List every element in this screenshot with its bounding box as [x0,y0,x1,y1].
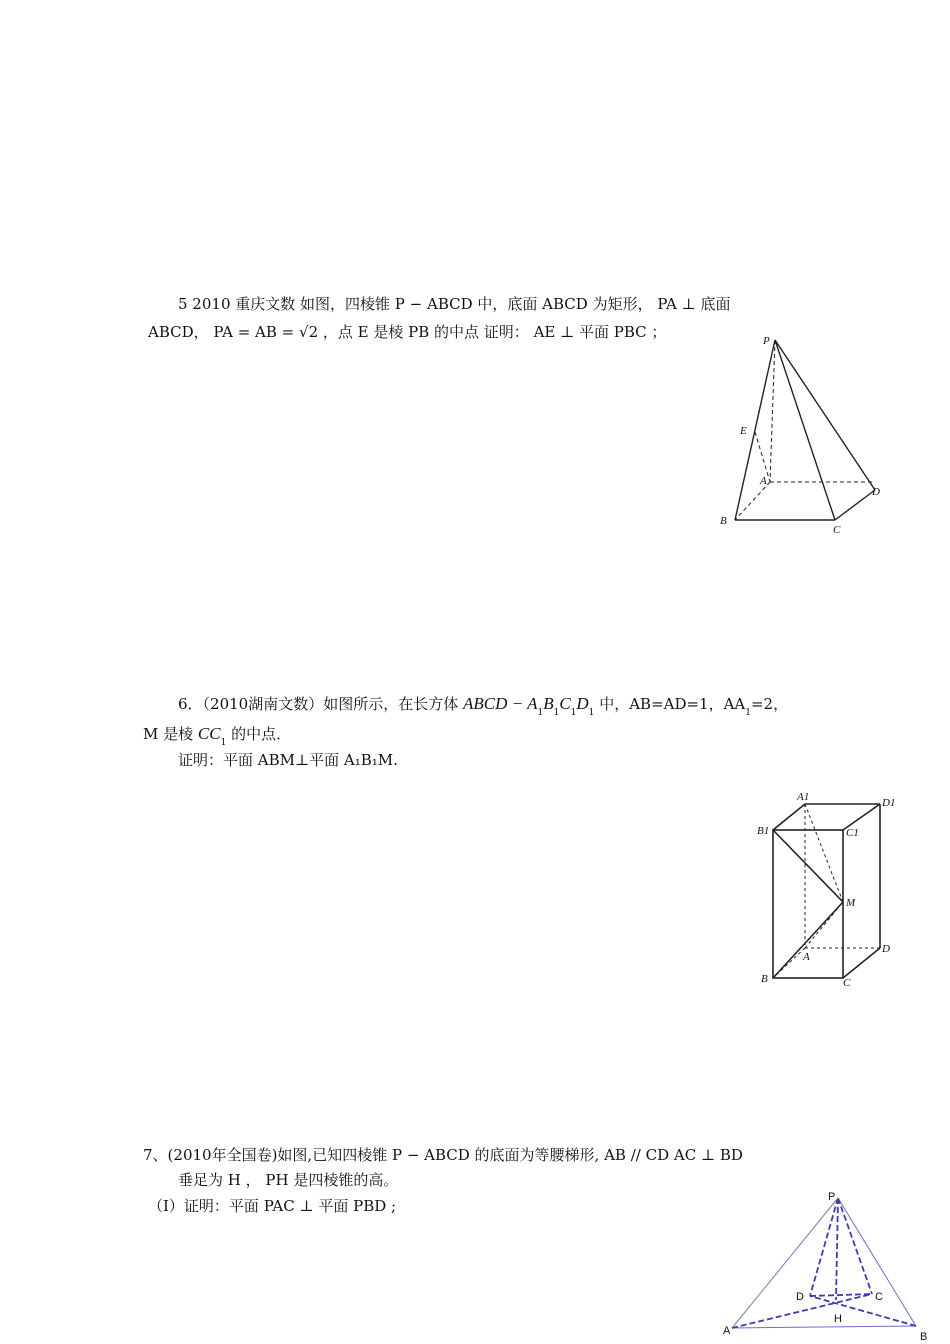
fig6-label-C: C [843,977,851,989]
p6-line1-d: =2， [750,695,789,713]
p6-sub-1: 1 [745,708,751,718]
fig6-label-B1: B1 [757,825,770,837]
p6-line1-c: 中，AB=AD=1，AA [599,695,746,713]
fig7-label-D: D [796,1291,804,1303]
problem-6-line-1: 6．（2010湖南文数）如图所示，在长方体 ABCD − $A_1B_1C_1D_1$ 中，AB=AD=1，$AA_1=2$， [178,694,789,718]
fig5-label-C: C [833,524,841,536]
problem-7-line-2: 垂足为 H ， PH 是四棱锥的高。 [178,1171,399,1189]
problem-5-line-1: 5 2010 重庆文数 如图，四棱锥 P − ABCD 中，底面 ABCD 为矩形， PA ⊥ 底面 [178,295,731,313]
fig5-label-D: D [872,486,880,498]
problem-7-line-3: （Ⅰ）证明：平面 PAC ⊥ 平面 PBD ; [148,1197,397,1215]
fig7-label-B: B [920,1331,928,1343]
pyramid-figure-7 [720,1188,945,1344]
fig6-label-M: M [846,897,856,909]
fig7-label-C: C [875,1291,883,1303]
fig6-label-D1: D1 [882,797,896,809]
fig7-label-P: P [828,1191,836,1203]
problem-5-line-2: ABCD， PA = AB = √2 ，点 E 是棱 PB 的中点 证明： AE ⊥ 平面 PBC ； [148,323,667,341]
fig6-label-A: A [803,951,810,963]
problem-7-line-1: 7、(2010年全国卷)如图,已知四棱锥 P − ABCD 的底面为等腰梯形, AB // CD AC ⊥ BD [143,1146,743,1164]
p6-line2-a: M 是棱 [143,725,194,743]
fig6-label-B: B [761,973,768,985]
fig5-label-P: P [763,335,770,347]
fig5-label-E: E [740,425,747,437]
p6-line1-b: ABCD − A [463,694,538,713]
problem-6-line-2: M 是棱 $CC_1$ 的中点． [143,724,292,748]
problem-6-line-3: 证明：平面 ABM⊥平面 A₁B₁M. [178,751,398,769]
fig6-label-D: D [882,943,890,955]
fig5-label-B: B [720,515,727,527]
pyramid-figure-5 [715,330,895,540]
p6-line2-c: 的中点． [231,725,292,743]
fig5-label-A: A [760,475,767,487]
fig6-label-A1: A1 [797,791,810,803]
fig7-label-A: A [723,1325,731,1337]
p6-line1-a: 6．（2010湖南文数）如图所示，在长方体 [178,695,459,713]
fig6-label-C1: C1 [846,827,859,839]
p6-line2-b: CC [197,724,221,743]
cuboid-figure-6 [755,790,905,990]
fig7-label-H: H [834,1313,842,1325]
